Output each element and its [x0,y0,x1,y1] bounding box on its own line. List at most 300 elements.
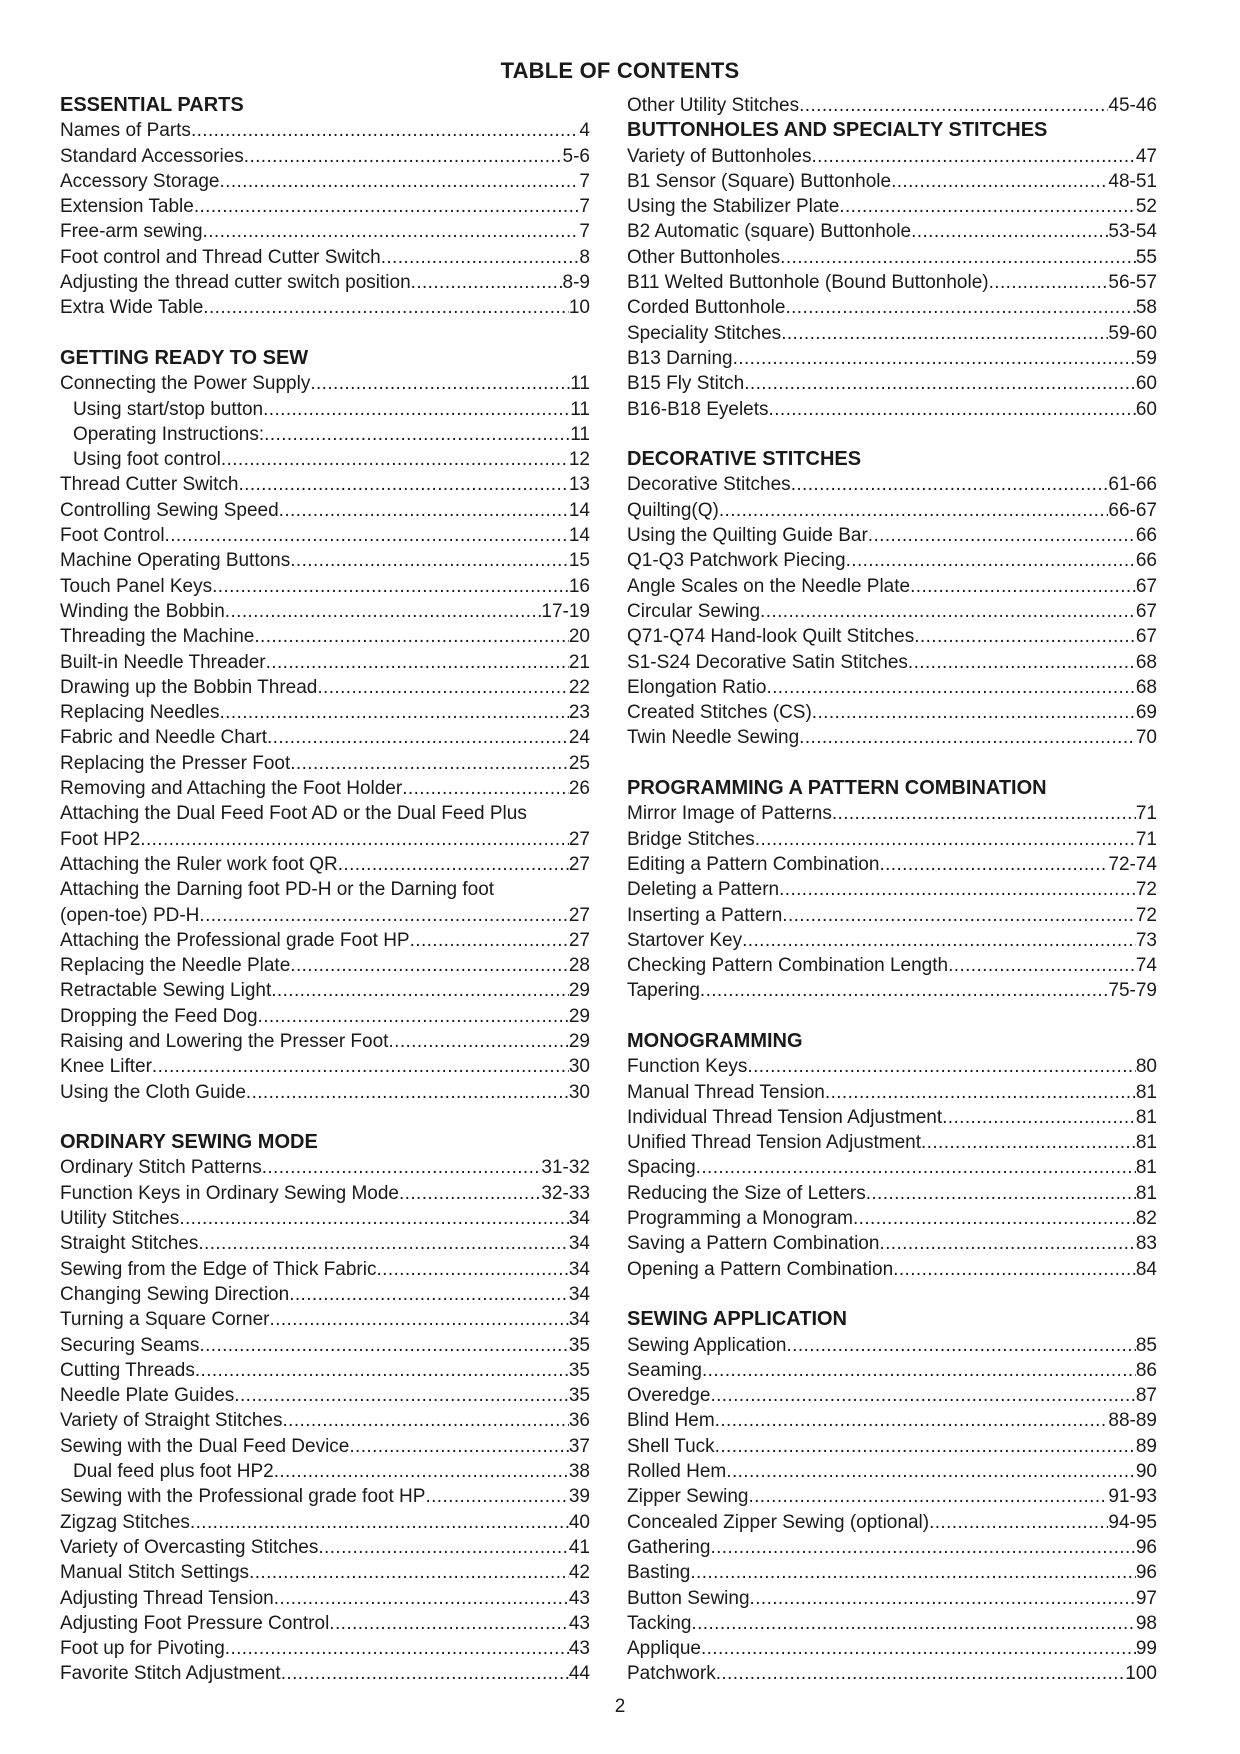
toc-entry [60,1636,590,1661]
dot-leader [691,1611,1135,1636]
section-spacer [627,1004,1157,1029]
toc-entry [627,1560,1157,1585]
toc-entry [627,295,1157,320]
section-heading: GETTING READY TO SEW [60,346,309,369]
toc-entry-page: 48-51 [1108,170,1157,192]
toc-entry [627,1484,1157,1509]
dot-leader [203,295,569,320]
toc-entry-page: 4 [579,120,590,142]
toc-entry-page: 34 [568,1283,590,1305]
toc-entry-label: Extra Wide Table [60,297,204,319]
toc-entry-page: 7 [579,170,590,192]
dot-leader [779,877,1136,902]
toc-entry-label: Speciality Stitches [627,322,782,344]
toc-entry-page: 73 [1135,929,1157,951]
toc-entry [627,346,1157,371]
toc-entry-label: Foot up for Pivoting [60,1638,225,1660]
toc-entry [627,1661,1157,1686]
dot-leader [249,1560,569,1585]
dot-leader [152,1054,569,1079]
toc-entry-page: 90 [1135,1461,1157,1483]
dot-leader [349,1434,568,1459]
toc-entry [627,144,1157,169]
dot-leader [690,1560,1135,1585]
toc-entry-label: Using the Cloth Guide [60,1081,246,1103]
toc-entry-page: 72 [1135,879,1157,901]
dot-leader [766,675,1135,700]
toc-entry-label: B1 Sensor (Square) Buttonhole [627,170,892,192]
dot-leader [748,1484,1108,1509]
toc-entry-page: 86 [1135,1359,1157,1381]
toc-entry-label: Drawing up the Bobbin Thread [60,676,318,698]
toc-entry [60,169,590,194]
toc-entry [60,548,590,573]
dot-leader [825,1080,1136,1105]
toc-entry [627,827,1157,852]
toc-entry-label: Zipper Sewing [627,1486,749,1508]
toc-entry-page: 7 [579,221,590,243]
toc-entry-page: 68 [1135,676,1157,698]
toc-entry [60,1054,590,1079]
toc-entry [627,1333,1157,1358]
dot-leader [832,801,1136,826]
dot-leader [271,978,569,1003]
toc-entry [627,1611,1157,1636]
toc-entry-label: Securing Seams [60,1334,200,1356]
toc-entry-page: 100 [1125,1663,1157,1685]
toc-entry-label: Overedge [627,1385,711,1407]
toc-entry-label: Needle Plate Guides [60,1385,235,1407]
toc-entry [60,144,590,169]
toc-entry-label: Sewing with the Dual Feed Device [60,1435,350,1457]
toc-entry [60,1029,590,1054]
toc-entry-label: Twin Needle Sewing [627,727,800,749]
toc-entry [627,548,1157,573]
toc-entry-label: B13 Darning [627,347,733,369]
toc-entry-label: Connecting the Power Supply [60,373,311,395]
toc-entry [60,1080,590,1105]
dot-leader [787,1333,1136,1358]
toc-entry-label: Dual feed plus foot HP2 [73,1461,274,1483]
section-spacer [627,1282,1157,1307]
toc-entry [60,1408,590,1433]
toc-entry [627,1206,1157,1231]
toc-entry-page: 58 [1135,297,1157,319]
dot-leader [274,1586,569,1611]
toc-entry-label: Programming a Monogram [627,1208,853,1230]
toc-entry-page: 68 [1135,651,1157,673]
toc-entry-label: Replacing Needles [60,702,220,724]
toc-entry [627,1080,1157,1105]
toc-entry-page: 16 [568,575,590,597]
toc-entry-label: Zigzag Stitches [60,1511,190,1533]
toc-entry-page: 67 [1135,575,1157,597]
toc-entry-page: 81 [1135,1132,1157,1154]
toc-entry-page: 69 [1135,702,1157,724]
toc-entry-label: Changing Sewing Direction [60,1283,290,1305]
toc-entry-page: 45-46 [1108,95,1157,116]
section-heading: ESSENTIAL PARTS [60,94,244,116]
toc-entry [60,1535,590,1560]
toc-entry-page: 39 [568,1486,590,1508]
toc-entry [60,118,590,143]
toc-entry [627,1636,1157,1661]
dot-leader [318,1535,568,1560]
toc-entry [60,1004,590,1029]
toc-entry-page: 81 [1135,1157,1157,1179]
toc-entry [627,624,1157,649]
toc-entry-label: Fabric and Needle Chart [60,727,267,749]
dot-leader [410,928,569,953]
toc-entry-label: Thread Cutter Switch [60,474,239,496]
toc-entry-label: Using foot control [73,449,221,471]
toc-entry [627,1535,1157,1560]
dot-leader [700,978,1109,1003]
toc-entry-page: 40 [568,1511,590,1533]
toc-entry-page: 31-32 [541,1157,590,1179]
toc-entry-page: 32-33 [541,1182,590,1204]
toc-entry-label: Decorative Stitches [627,474,791,496]
toc-entry [60,725,590,750]
dot-leader [747,1054,1135,1079]
section-heading: SEWING APPLICATION [627,1308,847,1331]
dot-leader [733,346,1136,371]
toc-entry-page: 66 [1135,525,1157,547]
dot-leader [258,1004,569,1029]
dot-leader [399,1181,541,1206]
toc-entry-page: 88-89 [1108,1410,1157,1432]
toc-entry [60,1257,590,1282]
toc-entry-page: 59-60 [1108,322,1157,344]
dot-leader [868,523,1136,548]
toc-entry-label: Adjusting Foot Pressure Control [60,1612,330,1634]
toc-entry-page: 81 [1135,1106,1157,1128]
toc-entry [627,1408,1157,1433]
toc-entry-label: Raising and Lowering the Presser Foot [60,1030,389,1052]
dot-leader [760,599,1136,624]
toc-entry-page: 85 [1135,1334,1157,1356]
toc-entry [60,295,590,320]
toc-entry [60,675,590,700]
dot-leader [719,498,1109,523]
dot-leader [191,118,579,143]
toc-right-column [627,93,1157,1687]
toc-entry-page: 82 [1135,1208,1157,1230]
toc-entry-page: 94-95 [1108,1511,1157,1533]
toc-entry-page: 34 [568,1309,590,1331]
section-heading: ORDINARY SEWING MODE [60,1131,318,1154]
toc-entry-page: 96 [1135,1536,1157,1558]
dot-leader [221,447,569,472]
dot-leader [715,1408,1109,1433]
toc-entry-label: Inserting a Pattern [627,904,783,926]
toc-entry [60,776,590,801]
dot-leader [263,397,570,422]
toc-entry [627,650,1157,675]
dot-leader [989,270,1109,295]
toc-entry-line: Attaching the Dual Feed Foot AD or the Dual Feed Plus [60,803,527,825]
toc-entry-page: 29 [568,1030,590,1052]
toc-entry-page: 43 [568,1638,590,1660]
toc-entry-page: 29 [568,980,590,1002]
toc-entry-label: Saving a Pattern Combination [627,1233,880,1255]
toc-entry-page: 98 [1135,1612,1157,1634]
dot-leader [198,1231,569,1256]
toc-entry-page: 84 [1135,1258,1157,1280]
toc-entry-label: Seaming [627,1359,702,1381]
toc-entry-page: 70 [1135,727,1157,749]
dot-leader [948,953,1136,978]
dot-leader [908,650,1136,675]
toc-entry [627,498,1157,523]
toc-entry [627,1383,1157,1408]
toc-entry-page: 72-74 [1108,853,1157,875]
toc-entry-page: 5-6 [562,145,590,167]
toc-entry-label: Using start/stop button [73,398,264,420]
dot-leader [290,751,569,776]
toc-entry [627,1510,1157,1535]
toc-entry-label: Accessory Storage [60,170,220,192]
toc-entry [60,1484,590,1509]
toc-entry [60,624,590,649]
toc-entry-label: Reducing the Size of Letters [627,1182,866,1204]
toc-entry-label: B16-B18 Eyelets [627,398,769,420]
toc-entry-label: Tapering [627,980,700,1002]
dot-leader [785,295,1135,320]
dot-leader [911,219,1108,244]
dot-leader [696,1155,1136,1180]
toc-entry-label: Editing a Pattern Combination [627,853,880,875]
toc-entry-label: B11 Welted Buttonhole (Bound Buttonhole) [627,272,989,294]
dot-leader [879,852,1108,877]
dot-leader [244,144,563,169]
dot-leader [329,1611,569,1636]
toc-entry [60,1155,590,1180]
dot-leader [942,1105,1136,1130]
toc-entry [627,1231,1157,1256]
toc-entry [60,1661,590,1686]
toc-entry-label: Adjusting the thread cutter switch position [60,272,411,294]
toc-entry-page: 35 [568,1385,590,1407]
toc-entry [627,599,1157,624]
toc-entry-label: Quilting(Q) [627,499,719,521]
toc-entry-label: Unified Thread Tension Adjustment [627,1132,921,1154]
toc-left-column [60,93,590,1687]
toc-entry-page: 80 [1135,1056,1157,1078]
section-spacer [60,321,590,346]
dot-leader [289,1282,569,1307]
dot-leader [929,1510,1108,1535]
toc-entry-label: Mirror Image of Patterns [627,803,832,825]
toc-entry [60,1333,590,1358]
dot-leader [910,574,1136,599]
toc-entry-label: Sewing Application [627,1334,787,1356]
toc-entry-label: Opening a Pattern Combination [627,1258,894,1280]
dot-leader [262,1155,542,1180]
toc-entry-page: 43 [568,1612,590,1634]
toc-entry-page: 28 [568,955,590,977]
toc-entry-label: Tacking [627,1612,692,1634]
toc-entry-page: 21 [568,651,590,673]
toc-entry-page: 12 [568,449,590,471]
toc-entry [60,472,590,497]
dot-leader [701,1636,1136,1661]
dot-leader [212,574,569,599]
toc-entry-page: 8-9 [562,272,590,294]
toc-entry-label: Controlling Sewing Speed [60,499,279,521]
toc-entry-label: Foot HP2 [60,828,141,850]
toc-entry [60,827,590,852]
toc-entry-label: Operating Instructions: [73,423,265,445]
toc-entry-page: 14 [568,499,590,521]
toc-entry-label: Variety of Overcasting Stitches [60,1536,319,1558]
toc-entry-page: 42 [568,1562,590,1584]
dot-leader [846,548,1136,573]
dot-leader [702,1358,1136,1383]
dot-leader [715,1434,1136,1459]
toc-entry [60,1231,590,1256]
dot-leader [879,1231,1135,1256]
section-spacer [627,751,1157,776]
toc-entry [60,1181,590,1206]
toc-entry [627,953,1157,978]
dot-leader [799,725,1136,750]
toc-entry-label: Extension Table [60,196,194,218]
toc-entry-label: Retractable Sewing Light [60,980,272,1002]
toc-entry-label: Gathering [627,1536,711,1558]
toc-entry [60,650,590,675]
dot-leader [755,827,1136,852]
toc-entry-page: 30 [568,1056,590,1078]
toc-entry-label: Corded Buttonhole [627,297,786,319]
toc-entry-label: Created Stitches (CS) [627,702,812,724]
toc-entry-page: 61-66 [1108,474,1157,496]
toc-entry-label: Individual Thread Tension Adjustment [627,1106,943,1128]
toc-entry-label: Machine Operating Buttons [60,550,291,572]
toc-entry [60,978,590,1003]
dot-leader [274,1459,569,1484]
toc-entry-label: Touch Panel Keys [60,575,213,597]
toc-entry-page: 47 [1135,145,1157,167]
toc-entry-label: Q71-Q74 Hand-look Quilt Stitches [627,626,915,648]
toc-entry-label: Applique [627,1638,701,1660]
toc-entry [627,725,1157,750]
toc-entry-label: Q1-Q3 Patchwork Piecing [627,550,846,572]
toc-entry [60,928,590,953]
toc-entry [60,953,590,978]
toc-entry-label: Sewing from the Edge of Thick Fabric [60,1258,377,1280]
dot-leader [199,903,568,928]
toc-entry-page: 41 [568,1536,590,1558]
dot-leader [234,1383,569,1408]
toc-entry-page: 71 [1135,828,1157,850]
toc-entry-label: Free-arm sewing [60,221,203,243]
toc-entry-label: Patchwork [627,1663,716,1685]
dot-leader [866,1181,1136,1206]
toc-entry-label: Manual Thread Tension [627,1081,825,1103]
toc-entry [627,397,1157,422]
toc-entry [627,194,1157,219]
toc-entry-label: Basting [627,1562,691,1584]
toc-entry-page: 27 [568,904,590,926]
toc-entry-label: Threading the Machine [60,626,255,648]
dot-leader [381,245,580,270]
toc-entry [60,700,590,725]
toc-entry-label: Variety of Buttonholes [627,145,812,167]
dot-leader [317,675,568,700]
toc-entry-label: Bridge Stitches [627,828,755,850]
toc-entry [60,1510,590,1535]
toc-entry-page: 30 [568,1081,590,1103]
dot-leader [219,169,579,194]
toc-entry [627,978,1157,1003]
dot-leader [780,245,1136,270]
toc-entry-label: Button Sewing [627,1587,750,1609]
toc-entry-page: 55 [1135,246,1157,268]
toc-entry-label: Spacing [627,1157,696,1179]
dot-leader [425,1484,568,1509]
toc-entry-page: 66 [1135,550,1157,572]
toc-entry-page: 29 [568,1005,590,1027]
dot-leader [290,953,569,978]
toc-entry-label: Startover Key [627,929,743,951]
toc-entry-label: Deleting a Pattern [627,879,780,901]
toc-entry-label: Foot Control [60,525,165,547]
toc-entry [627,270,1157,295]
toc-entry-page: 34 [568,1208,590,1230]
section-spacer [627,422,1157,447]
dot-leader [269,1307,568,1332]
toc-entry-page: 66-67 [1108,499,1157,521]
toc-entry [60,1560,590,1585]
toc-entry [627,371,1157,396]
dot-leader [782,903,1136,928]
toc-entry [60,1383,590,1408]
toc-entry-page: 35 [568,1334,590,1356]
toc-entry [60,219,590,244]
toc-entry-label: Favorite Stitch Adjustment [60,1663,281,1685]
toc-entry [627,523,1157,548]
toc-entry-label: Using the Quilting Guide Bar [627,525,868,547]
toc-entry-label: Utility Stitches [60,1208,180,1230]
toc-entry-page: 8 [579,246,590,268]
toc-entry [627,852,1157,877]
toc-entry [60,422,590,447]
toc-entry [627,1105,1157,1130]
toc-entry-page: 44 [568,1663,590,1685]
toc-entry-label: Function Keys [627,1056,748,1078]
dot-leader [839,194,1136,219]
toc-entry-label: B2 Automatic (square) Buttonhole [627,221,912,243]
section-heading: MONOGRAMMING [627,1029,803,1052]
toc-entry-page: 13 [568,474,590,496]
toc-entry [627,877,1157,902]
toc-entry-page: 11 [570,373,590,395]
toc-entry [627,219,1157,244]
toc-entry [627,1181,1157,1206]
dot-leader [165,523,569,548]
toc-entry [60,371,590,396]
toc-entry-page: 17-19 [541,600,590,622]
toc-entry-label: Using the Stabilizer Plate [627,196,840,218]
toc-entry [627,1358,1157,1383]
dot-leader [744,371,1136,396]
toc-entry-label: Elongation Ratio [627,676,767,698]
toc-entry-page: 99 [1135,1638,1157,1660]
toc-entry [627,801,1157,826]
toc-entry-page: 27 [568,828,590,850]
toc-entry-page: 81 [1135,1081,1157,1103]
